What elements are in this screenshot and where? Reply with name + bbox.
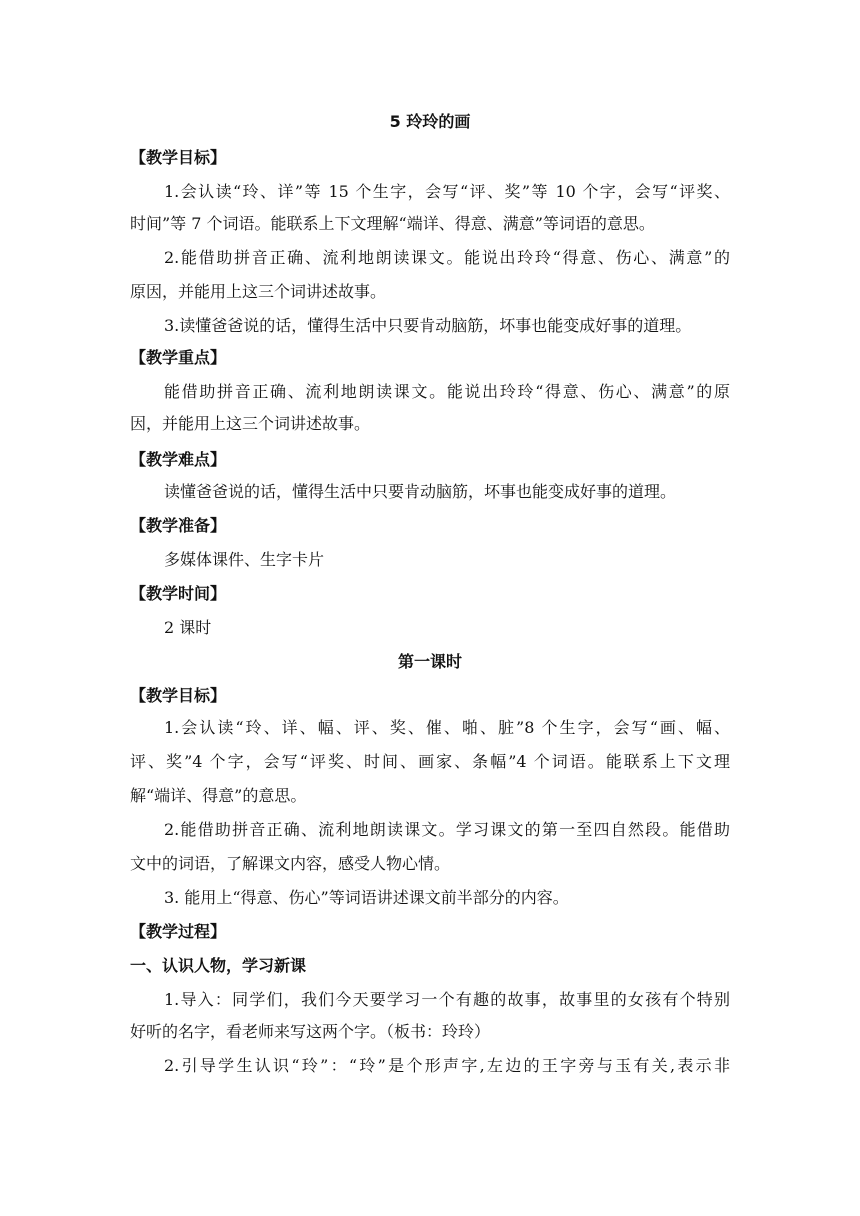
section-heading-process: 【教学过程】 (130, 922, 227, 941)
paragraph-line: 1.会认读“玲、详”等 15 个生字，会写“评、奖”等 10 个字，会写“评奖、 (164, 182, 730, 201)
paragraph-line: 1.导入：同学们，我们今天要学习一个有趣的故事，故事里的女孩有个特别 (164, 990, 730, 1009)
paragraph-line: 解“端详、得意”的意思。 (130, 786, 307, 805)
section-heading-lesson-goals: 【教学目标】 (130, 686, 227, 705)
paragraph-line: 好听的名字，看老师来写这两个字。（板书：玲玲） (130, 1022, 491, 1041)
section-heading-key-points: 【教学重点】 (130, 348, 227, 367)
paragraph-line: 原因，并能用上这三个词讲述故事。 (130, 282, 387, 301)
subsection-heading: 一、认识人物，学习新课 (130, 956, 307, 975)
paragraph-line: 3.读懂爸爸说的话，懂得生活中只要肯动脑筋，坏事也能变成好事的道理。 (164, 316, 692, 335)
paragraph-line: 读懂爸爸说的话，懂得生活中只要肯动脑筋，坏事也能变成好事的道理。 (164, 482, 677, 501)
paragraph-line: 2 课时 (164, 618, 212, 637)
paragraph-line: 2.引导学生认识“玲”：“玲”是个形声字,左边的王字旁与玉有关,表示非 (164, 1056, 730, 1075)
paragraph-line: 评、奖”4 个字，会写“评奖、时间、画家、条幅”4 个词语。能联系上下文理 (130, 752, 730, 771)
paragraph-line: 多媒体课件、生字卡片 (164, 550, 325, 569)
paragraph-line: 能借助拼音正确、流利地朗读课文。能说出玲玲“得意、伤心、满意”的原 (164, 382, 730, 401)
paragraph-line: 文中的词语，了解课文内容，感受人物心情。 (130, 854, 451, 873)
section-heading-preparation: 【教学准备】 (130, 516, 227, 535)
paragraph-line: 3. 能用上“得意、伤心”等词语讲述课文前半部分的内容。 (164, 888, 569, 907)
paragraph-line: 因，并能用上这三个词讲述故事。 (130, 414, 371, 433)
paragraph-line: 时间”等 7 个词语。能联系上下文理解“端详、得意、满意”等词语的意思。 (130, 214, 655, 233)
page-title: 5 玲玲的画 (389, 112, 471, 131)
lesson-title: 第一课时 (397, 652, 462, 671)
paragraph-line: 1.会认读“玲、详、幅、评、奖、催、啪、脏”8 个生字，会写“画、幅、 (164, 718, 730, 737)
paragraph-line: 2.能借助拼音正确、流利地朗读课文。学习课文的第一至四自然段。能借助 (164, 820, 730, 839)
section-heading-difficulty: 【教学难点】 (130, 450, 227, 469)
section-heading-goals: 【教学目标】 (130, 148, 227, 167)
paragraph-line: 2.能借助拼音正确、流利地朗读课文。能说出玲玲“得意、伤心、满意”的 (164, 248, 730, 267)
section-heading-time: 【教学时间】 (130, 584, 227, 603)
